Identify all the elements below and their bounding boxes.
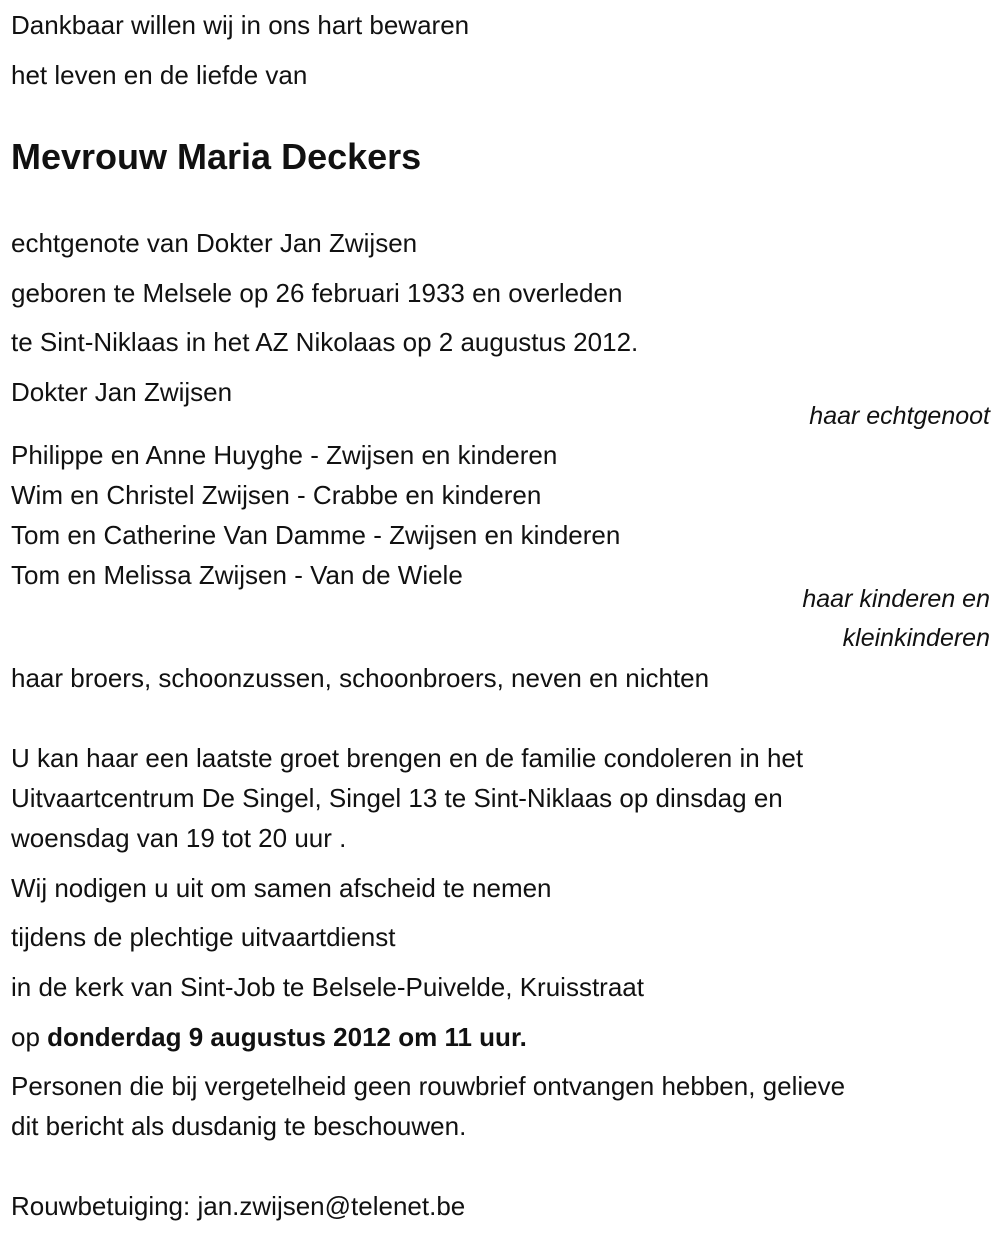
visitation-line: Uitvaartcentrum De Singel, Singel 13 te Sint-Niklaas op dinsdag en: [11, 783, 783, 813]
child-line: Philippe en Anne Huyghe - Zwijsen en kinderen: [11, 440, 558, 470]
notice-line: Personen die bij vergetelheid geen rouwbrief ontvangen hebben, gelieve: [11, 1071, 846, 1101]
children-role: kleinkinderen: [842, 624, 990, 652]
bio-line: geboren te Melsele op 26 februari 1933 en overleden: [11, 278, 623, 308]
bio-line: te Sint-Niklaas in het AZ Nikolaas op 2 augustus 2012.: [11, 327, 639, 357]
date-bold: donderdag 9 augustus 2012 om 11 uur.: [47, 1022, 527, 1052]
date-prefix: op: [11, 1022, 40, 1052]
spouse-name: Dokter Jan Zwijsen: [11, 377, 233, 407]
service-line: tijdens de plechtige uitvaartdienst: [11, 922, 396, 952]
child-line: Tom en Melissa Zwijsen - Van de Wiele: [11, 560, 463, 590]
intro-line: het leven en de liefde van: [11, 60, 308, 90]
notice-line: dit bericht als dusdanig te beschouwen.: [11, 1111, 467, 1141]
children-role: haar kinderen en: [802, 585, 990, 613]
intro-line: Dankbaar willen wij in ons hart bewaren: [11, 10, 470, 40]
relatives-line: haar broers, schoonzussen, schoonbroers, neven en nichten: [11, 663, 710, 693]
child-line: Tom en Catherine Van Damme - Zwijsen en kinderen: [11, 520, 621, 550]
spouse-role: haar echtgenoot: [809, 402, 990, 430]
condolence-email[interactable]: jan.zwijsen@telenet.be: [197, 1191, 466, 1221]
condolence-label: Rouwbetuiging:: [11, 1191, 191, 1221]
deceased-name: Mevrouw Maria Deckers: [11, 136, 422, 177]
child-line: Wim en Christel Zwijsen - Crabbe en kinderen: [11, 480, 542, 510]
service-line: Wij nodigen u uit om samen afscheid te nemen: [11, 873, 552, 903]
service-date: [11, 1022, 527, 1052]
service-line: in de kerk van Sint-Job te Belsele-Puivelde, Kruisstraat: [11, 972, 644, 1002]
visitation-line: U kan haar een laatste groet brengen en de familie condoleren in het: [11, 743, 804, 773]
visitation-line: woensdag van 19 tot 20 uur .: [11, 823, 347, 853]
bio-line: echtgenote van Dokter Jan Zwijsen: [11, 228, 418, 258]
condolence-line: [11, 1191, 465, 1221]
